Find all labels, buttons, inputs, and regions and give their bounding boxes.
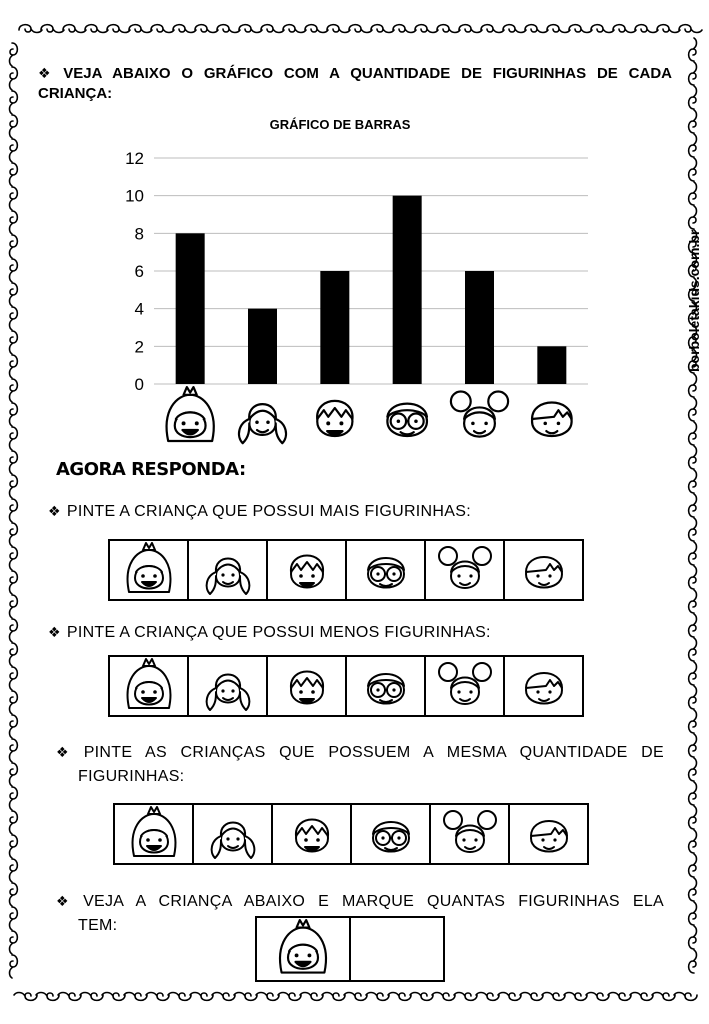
girl-pigtails-icon xyxy=(239,404,286,443)
border-curl xyxy=(437,25,460,33)
border-curl xyxy=(689,134,697,157)
border-curl xyxy=(80,993,103,1001)
y-tick-label: 6 xyxy=(134,262,144,281)
border-curl xyxy=(10,619,18,642)
boy-bangs-icon-drawing xyxy=(295,820,327,852)
border-curl xyxy=(410,993,433,1001)
border-curl xyxy=(689,734,697,757)
border-curl xyxy=(689,686,697,709)
border-curl xyxy=(14,993,37,1001)
border-curl xyxy=(689,854,697,877)
border-curl xyxy=(234,993,257,1001)
border-curl xyxy=(689,638,697,661)
border-curl xyxy=(10,523,18,546)
border-curl xyxy=(10,259,18,282)
border-curl xyxy=(10,571,18,594)
border-curl xyxy=(547,25,570,33)
border-curl xyxy=(283,25,306,33)
border-curl xyxy=(10,43,18,66)
boy-short-hair-icon xyxy=(532,403,572,437)
border-curl xyxy=(10,787,18,810)
border-curl xyxy=(278,993,301,1001)
girl-pigtails-icon xyxy=(195,658,261,714)
boy-glasses-icon-drawing xyxy=(368,674,404,704)
border-curl xyxy=(481,25,504,33)
border-curl xyxy=(305,25,328,33)
border-curl xyxy=(689,470,697,493)
girl-crown-icon xyxy=(167,387,214,441)
border-curl xyxy=(459,25,482,33)
border-curl xyxy=(689,710,697,733)
boy-bangs-icon-drawing xyxy=(290,672,322,704)
border-curl xyxy=(689,398,697,421)
border-curl xyxy=(344,993,367,1001)
face-cell-3[interactable] xyxy=(268,541,347,599)
face-row-3 xyxy=(113,803,589,865)
border-curl xyxy=(366,993,389,1001)
y-tick-label: 8 xyxy=(134,224,144,244)
border-curl xyxy=(10,547,18,570)
border-curl xyxy=(173,25,196,33)
face-cell-2[interactable] xyxy=(189,541,268,599)
section-heading: AGORA RESPONDA: xyxy=(56,459,246,480)
border-curl xyxy=(476,993,499,1001)
girl-crown-icon xyxy=(121,806,187,862)
border-curl xyxy=(674,993,697,1001)
boy-glasses-icon-drawing xyxy=(373,822,409,852)
face-cell-1[interactable] xyxy=(110,657,189,715)
border-curl xyxy=(689,110,697,133)
border-curl xyxy=(102,993,125,1001)
border-curl xyxy=(58,993,81,1001)
border-curl xyxy=(10,931,18,954)
border-curl xyxy=(10,67,18,90)
bullet-icon: ❖ xyxy=(38,66,58,82)
bar-1 xyxy=(176,233,205,384)
border-curl xyxy=(689,614,697,637)
border-curl xyxy=(608,993,631,1001)
border-curl xyxy=(10,283,18,306)
border-curl xyxy=(679,25,702,33)
border-curl xyxy=(657,25,680,33)
border-curl xyxy=(217,25,240,33)
y-tick-label: 2 xyxy=(134,337,144,357)
border-curl xyxy=(689,950,697,973)
website-credit: borboletakids.com.br xyxy=(686,229,702,372)
question-1 xyxy=(48,503,471,521)
border-curl xyxy=(10,235,18,258)
bar-2 xyxy=(248,309,277,384)
question-1-text: PINTE A CRIANÇA QUE POSSUI MAIS FIGURINHAS: xyxy=(66,503,471,520)
girl-buns-icon xyxy=(432,542,498,598)
face-cell-6[interactable] xyxy=(505,657,582,715)
boy-short-hair-icon-drawing xyxy=(526,673,562,704)
border-curl xyxy=(503,25,526,33)
question-4-line-2: TEM: xyxy=(78,917,118,934)
border-curl xyxy=(689,182,697,205)
face-cell-4[interactable] xyxy=(347,657,426,715)
bar-chart xyxy=(110,140,590,445)
face-cell-3[interactable] xyxy=(268,657,347,715)
border-curl xyxy=(498,993,521,1001)
border-curl xyxy=(10,427,18,450)
border-curl xyxy=(10,451,18,474)
border-curl xyxy=(151,25,174,33)
border-curl xyxy=(689,542,697,565)
border-curl xyxy=(525,25,548,33)
face-cell-6[interactable] xyxy=(510,805,587,863)
border-curl xyxy=(454,993,477,1001)
y-tick-label: 4 xyxy=(134,299,144,319)
border-curl xyxy=(19,25,42,33)
border-curl xyxy=(41,25,64,33)
girl-crown-icon-drawing xyxy=(132,807,175,856)
girl-crown-icon xyxy=(116,542,182,598)
girl-buns-icon xyxy=(451,392,508,437)
boy-short-hair-icon-drawing xyxy=(531,821,567,852)
girl-buns-icon-drawing xyxy=(444,811,496,852)
border-curl xyxy=(689,902,697,925)
border-curl xyxy=(689,878,697,901)
border-curl xyxy=(256,993,279,1001)
bullet-icon: ❖ xyxy=(56,894,78,910)
border-curl xyxy=(146,993,169,1001)
border-curl xyxy=(212,993,235,1001)
border-curl xyxy=(689,830,697,853)
girl-crown-icon xyxy=(268,919,338,979)
border-curl xyxy=(10,163,18,186)
border-curl xyxy=(689,446,697,469)
border-curl xyxy=(689,926,697,949)
border-curl xyxy=(349,25,372,33)
border-curl xyxy=(322,993,345,1001)
girl-buns-icon-drawing xyxy=(439,663,491,704)
border-curl xyxy=(520,993,543,1001)
answer-row xyxy=(255,916,445,982)
border-curl xyxy=(10,211,18,234)
border-curl xyxy=(10,475,18,498)
face-cell-3[interactable] xyxy=(273,805,352,863)
border-curl xyxy=(689,86,697,109)
border-curl xyxy=(689,662,697,685)
border-curl xyxy=(10,403,18,426)
border-curl xyxy=(85,25,108,33)
border-curl xyxy=(635,25,658,33)
question-2-text: PINTE A CRIANÇA QUE POSSUI MENOS FIGURINHAS: xyxy=(66,624,491,641)
border-curl xyxy=(10,379,18,402)
border-curl xyxy=(10,667,18,690)
face-cell-5[interactable] xyxy=(431,805,510,863)
girl-buns-icon xyxy=(437,806,503,862)
border-curl xyxy=(239,25,262,33)
question-3-line-2: FIGURINHAS: xyxy=(78,768,185,785)
border-curl xyxy=(393,25,416,33)
girl-pigtails-icon xyxy=(200,806,266,862)
boy-bangs-icon xyxy=(274,542,340,598)
border-curl xyxy=(190,993,213,1001)
border-curl xyxy=(10,307,18,330)
bullet-icon: ❖ xyxy=(48,504,61,520)
border-curl xyxy=(10,955,18,978)
border-curl xyxy=(388,993,411,1001)
boy-bangs-icon-drawing xyxy=(290,556,322,588)
border-curl xyxy=(124,993,147,1001)
girl-crown-icon xyxy=(116,658,182,714)
border-curl xyxy=(10,763,18,786)
girl-pigtails-icon xyxy=(195,542,261,598)
border-curl xyxy=(689,494,697,517)
border-curl xyxy=(10,907,18,930)
bullet-icon: ❖ xyxy=(56,745,78,761)
girl-buns-icon xyxy=(432,658,498,714)
border-curl xyxy=(107,25,130,33)
face-row-1 xyxy=(108,539,584,601)
border-curl xyxy=(689,158,697,181)
boy-short-hair-icon xyxy=(516,806,582,862)
border-curl xyxy=(10,859,18,882)
face-cell-1[interactable] xyxy=(115,805,194,863)
border-curl xyxy=(10,91,18,114)
question-3-line-1: PINTE AS CRIANÇAS QUE POSSUEM A MESMA QUANTIDADE DE xyxy=(83,744,664,761)
border-curl xyxy=(432,993,455,1001)
border-curl xyxy=(10,691,18,714)
border-curl xyxy=(689,566,697,589)
intro-question xyxy=(38,64,672,104)
intro-line-1: VEJA ABAIXO O GRÁFICO COM A QUANTIDADE DE FIGURINHAS DE CADA xyxy=(63,65,672,82)
border-curl xyxy=(689,758,697,781)
border-curl xyxy=(261,25,284,33)
boy-glasses-icon xyxy=(358,806,424,862)
face-cell-5[interactable] xyxy=(426,541,505,599)
girl-crown-icon-drawing xyxy=(280,920,326,973)
border-curl xyxy=(327,25,350,33)
border-curl xyxy=(689,782,697,805)
border-curl xyxy=(689,38,697,61)
border-curl xyxy=(689,518,697,541)
border-curl xyxy=(10,355,18,378)
border-curl xyxy=(689,806,697,829)
border-curl xyxy=(542,993,565,1001)
girl-crown-icon-drawing xyxy=(127,659,170,708)
girl-buns-icon-drawing xyxy=(439,547,491,588)
face-cell-4[interactable] xyxy=(352,805,431,863)
girl-pigtails-icon-drawing xyxy=(206,675,249,711)
border-curl xyxy=(564,993,587,1001)
border-curl xyxy=(689,590,697,613)
border-curl xyxy=(10,715,18,738)
border-curl xyxy=(10,739,18,762)
boy-bangs-icon xyxy=(317,401,352,436)
chart-title: GRÁFICO DE BARRAS xyxy=(269,117,411,132)
border-curl xyxy=(10,643,18,666)
border-curl xyxy=(10,187,18,210)
boy-bangs-icon xyxy=(279,806,345,862)
bar-4 xyxy=(393,196,422,384)
question-4-line-1: VEJA A CRIANÇA ABAIXO E MARQUE QUANTAS FIGURINHAS ELA xyxy=(83,893,664,910)
girl-pigtails-icon-drawing xyxy=(206,559,249,595)
girl-crown-icon-drawing xyxy=(127,543,170,592)
boy-short-hair-icon xyxy=(511,542,577,598)
boy-short-hair-icon xyxy=(511,658,577,714)
border-curl xyxy=(591,25,614,33)
border-curl xyxy=(10,811,18,834)
face-cell-5[interactable] xyxy=(426,657,505,715)
face-cell-2[interactable] xyxy=(189,657,268,715)
question-2 xyxy=(48,624,491,642)
girl-pigtails-icon-drawing xyxy=(211,823,254,859)
border-curl xyxy=(10,835,18,858)
question-3 xyxy=(56,741,664,789)
border-curl xyxy=(10,499,18,522)
face-cell-2[interactable] xyxy=(194,805,273,863)
boy-glasses-icon xyxy=(353,658,419,714)
boy-glasses-icon xyxy=(353,542,419,598)
border-curl xyxy=(10,115,18,138)
border-curl xyxy=(63,25,86,33)
border-curl xyxy=(415,25,438,33)
border-curl xyxy=(689,206,697,229)
bar-6 xyxy=(537,346,566,384)
y-tick-label: 10 xyxy=(125,186,144,206)
face-cell-4[interactable] xyxy=(347,541,426,599)
border-curl xyxy=(10,139,18,162)
boy-glasses-icon-drawing xyxy=(368,558,404,588)
border-curl xyxy=(371,25,394,33)
border-curl xyxy=(36,993,59,1001)
boy-short-hair-icon-drawing xyxy=(526,557,562,588)
answer-face-cell xyxy=(257,918,351,980)
border-curl xyxy=(10,883,18,906)
boy-glasses-icon xyxy=(387,404,427,436)
border-curl xyxy=(129,25,152,33)
face-cell-1[interactable] xyxy=(110,541,189,599)
face-row-2 xyxy=(108,655,584,717)
border-curl xyxy=(300,993,323,1001)
intro-line-2: CRIANÇA: xyxy=(38,85,113,102)
bar-5 xyxy=(465,271,494,384)
border-curl xyxy=(630,993,653,1001)
boy-bangs-icon xyxy=(274,658,340,714)
bullet-icon: ❖ xyxy=(48,625,61,641)
border-curl xyxy=(586,993,609,1001)
border-curl xyxy=(689,422,697,445)
border-curl xyxy=(10,595,18,618)
border-curl xyxy=(569,25,592,33)
face-cell-6[interactable] xyxy=(505,541,582,599)
border-curl xyxy=(689,62,697,85)
border-curl xyxy=(195,25,218,33)
border-curl xyxy=(613,25,636,33)
border-curl xyxy=(10,331,18,354)
answer-box[interactable] xyxy=(351,918,443,980)
y-tick-label: 12 xyxy=(125,149,144,168)
border-curl xyxy=(168,993,191,1001)
border-curl xyxy=(652,993,675,1001)
bar-3 xyxy=(320,271,349,384)
y-tick-label: 0 xyxy=(134,375,144,394)
border-curl xyxy=(689,374,697,397)
